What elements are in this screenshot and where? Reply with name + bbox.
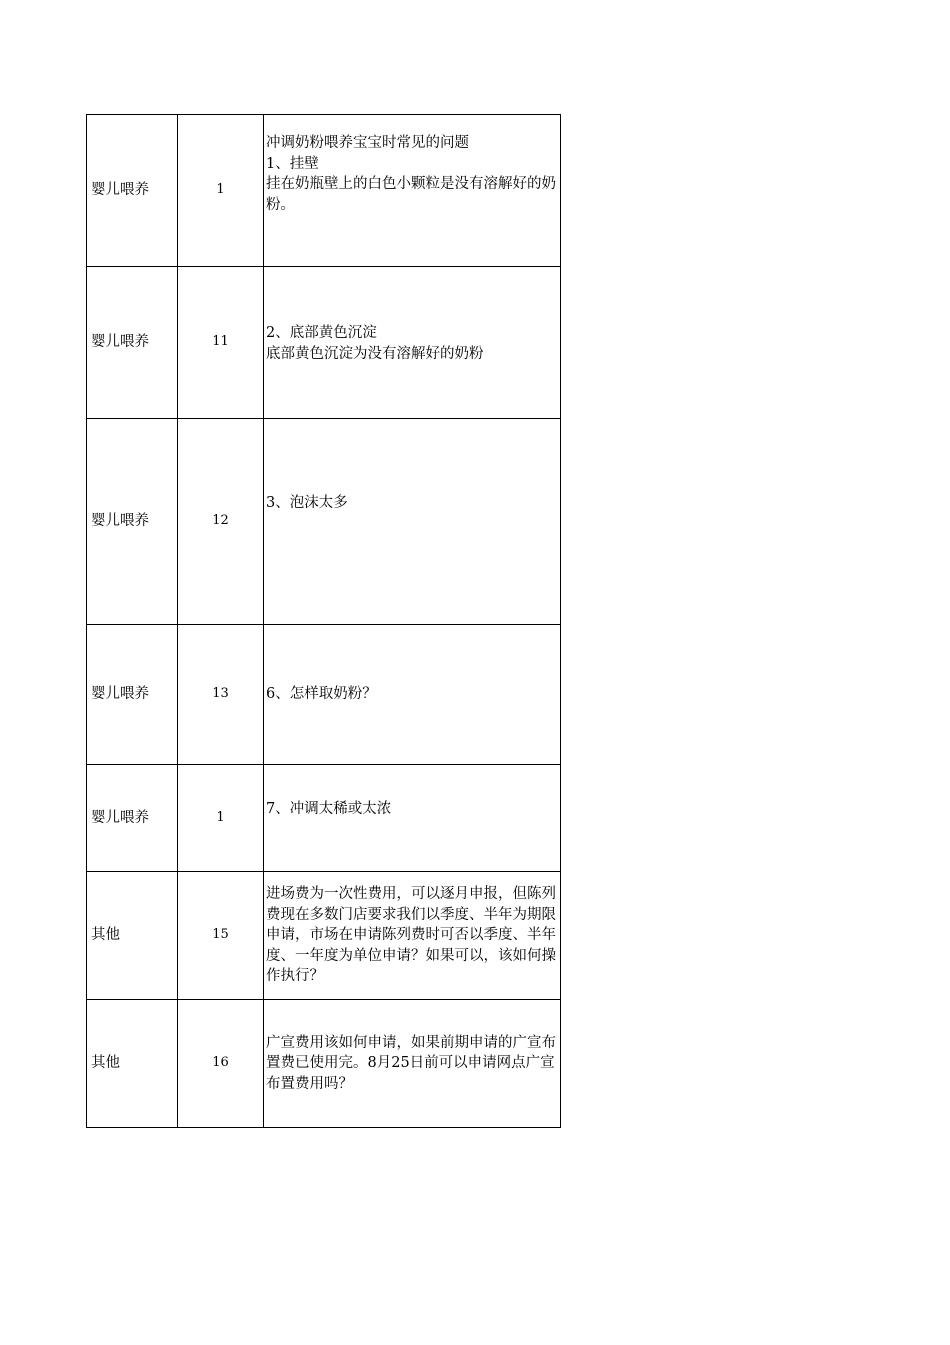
table-row [87,419,561,625]
number-cell[interactable]: 16 [178,1000,264,1128]
category-cell[interactable]: 其他 [87,1000,178,1128]
number-cell[interactable]: 11 [178,267,264,419]
category-cell[interactable]: 婴儿喂养 [87,267,178,419]
description-cell[interactable] [264,1000,561,1128]
number-cell[interactable]: 1 [178,115,264,267]
description-text: 2、底部黄色沉淀 底部黄色沉淀为没有溶解好的奶粉 [266,325,484,362]
number-cell[interactable]: 15 [178,872,264,1000]
description-text: 广宣费用该如何申请，如果前期申请的广宣布置费已使用完。8月25日前可以申请网点广宣布置费用吗？ [266,1034,556,1092]
table-row [87,115,561,267]
category-cell[interactable]: 婴儿喂养 [87,419,178,625]
table-row [87,625,561,765]
spreadsheet-table [86,114,561,1128]
description-text: 7、冲调太稀或太浓 [266,801,392,817]
category-cell[interactable]: 婴儿喂养 [87,765,178,872]
number-cell[interactable]: 12 [178,419,264,625]
table-row [87,765,561,872]
category-cell[interactable]: 其他 [87,872,178,1000]
description-cell[interactable] [264,872,561,1000]
table-row [87,267,561,419]
number-cell[interactable]: 1 [178,765,264,872]
category-cell[interactable]: 婴儿喂养 [87,115,178,267]
number-cell[interactable]: 13 [178,625,264,765]
description-cell[interactable] [264,115,561,267]
description-cell[interactable] [264,419,561,625]
description-text: 6、怎样取奶粉？ [266,686,377,703]
description-text: 进场费为一次性费用，可以逐月申报，但陈列费现在多数门店要求我们以季度、半年为期限申请，市场在申请陈列费时可否以季度、半年度、一年度为单位申请？如果可以，该如何操作执行？ [266,886,556,985]
description-cell[interactable] [264,765,561,872]
category-cell[interactable]: 婴儿喂养 [87,625,178,765]
description-cell[interactable] [264,267,561,419]
description-text: 冲调奶粉喂养宝宝时常见的问题 1、挂壁 挂在奶瓶壁上的白色小颗粒是没有溶解好的奶粉。 [266,135,556,213]
table-row [87,1000,561,1128]
description-cell[interactable] [264,625,561,765]
table-row [87,872,561,1000]
description-text: 3、泡沫太多 [266,495,348,511]
